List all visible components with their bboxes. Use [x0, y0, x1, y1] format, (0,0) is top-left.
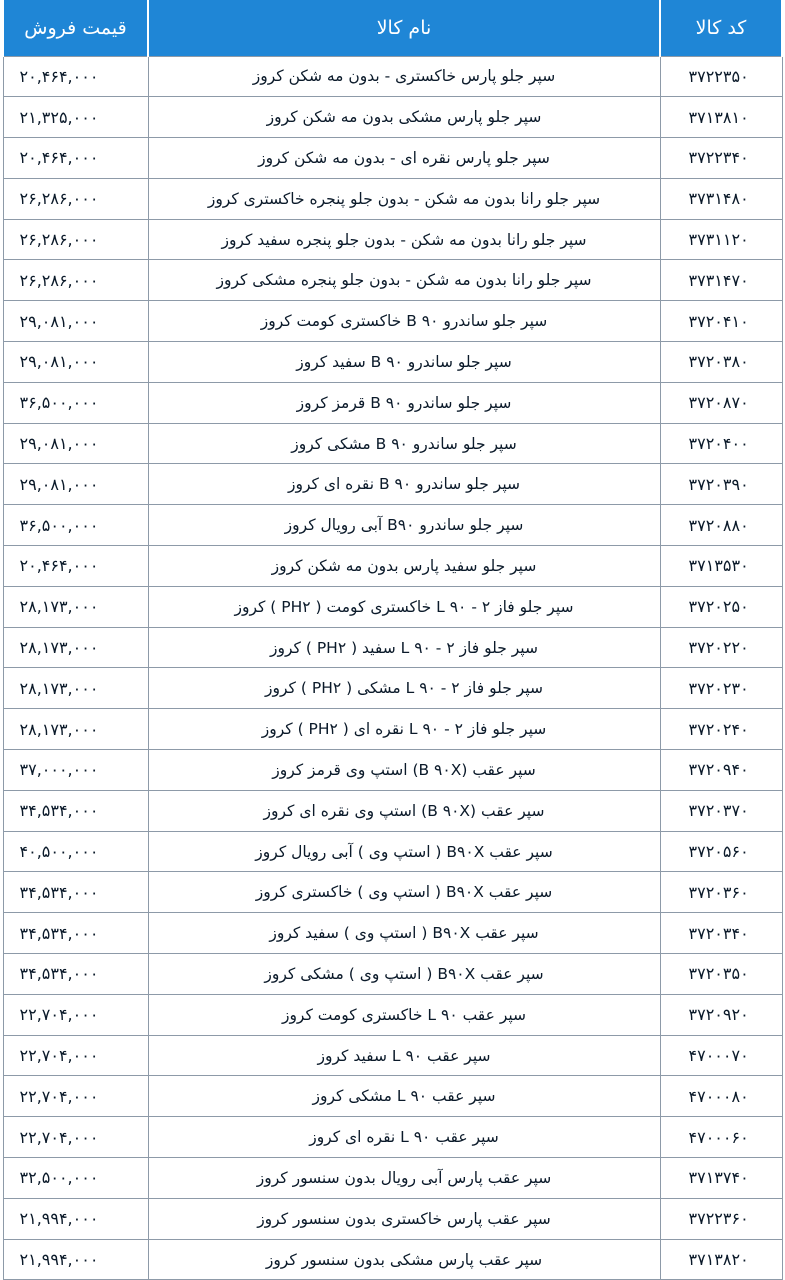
cell-name: سپر جلو پارس خاکستری - بدون مه شکن کروز: [148, 56, 660, 97]
cell-code: ۳۷۲۲۳۶۰: [660, 1198, 782, 1239]
cell-price: ۳۲,۵۰۰,۰۰۰: [3, 1158, 148, 1199]
cell-price: ۲۹,۰۸۱,۰۰۰: [3, 464, 148, 505]
table-row: [3, 464, 782, 505]
cell-price: ۴۰,۵۰۰,۰۰۰: [3, 831, 148, 872]
cell-price: ۲۰,۴۶۴,۰۰۰: [3, 138, 148, 179]
cell-name: سپر عقب B۹۰X ( استپ وی ) خاکستری کروز: [148, 872, 660, 913]
table-row: [3, 260, 782, 301]
cell-code: ۳۷۲۰۵۶۰: [660, 831, 782, 872]
table-row: [3, 301, 782, 342]
table-row: [3, 423, 782, 464]
cell-code: ۳۷۳۱۱۲۰: [660, 219, 782, 260]
cell-price: ۳۴,۵۳۴,۰۰۰: [3, 790, 148, 831]
table-row: [3, 1198, 782, 1239]
cell-price: ۲۹,۰۸۱,۰۰۰: [3, 423, 148, 464]
table-header: [3, 0, 782, 56]
cell-name: سپر عقب پارس آبی رویال بدون سنسور کروز: [148, 1158, 660, 1199]
cell-name: سپر جلو رانا بدون مه شکن - بدون جلو پنجره مشکی کروز: [148, 260, 660, 301]
cell-name: سپر عقب پارس مشکی بدون سنسور کروز: [148, 1239, 660, 1280]
cell-code: ۳۷۲۰۳۶۰: [660, 872, 782, 913]
cell-code: ۳۷۲۰۲۲۰: [660, 627, 782, 668]
cell-code: ۳۷۱۳۸۲۰: [660, 1239, 782, 1280]
cell-name: سپر جلو ساندرو B ۹۰ قرمز کروز: [148, 382, 660, 423]
cell-code: ۳۷۲۰۳۴۰: [660, 913, 782, 954]
cell-price: ۲۲,۷۰۴,۰۰۰: [3, 1076, 148, 1117]
cell-name: سپر جلو سفید پارس بدون مه شکن کروز: [148, 546, 660, 587]
cell-price: ۲۱,۹۹۴,۰۰۰: [3, 1198, 148, 1239]
cell-price: ۲۸,۱۷۳,۰۰۰: [3, 668, 148, 709]
cell-name: سپر عقب (B ۹۰X) استپ وی نقره ای کروز: [148, 790, 660, 831]
cell-name: سپر جلو ساندرو B ۹۰ مشکی کروز: [148, 423, 660, 464]
table-row: [3, 1158, 782, 1199]
cell-name: سپر جلو ساندرو B ۹۰ سفید کروز: [148, 342, 660, 383]
cell-price: ۲۲,۷۰۴,۰۰۰: [3, 1117, 148, 1158]
cell-code: ۳۷۲۰۳۸۰: [660, 342, 782, 383]
cell-name: سپر جلو ساندرو B ۹۰ نقره ای کروز: [148, 464, 660, 505]
cell-code: ۳۷۲۰۸۷۰: [660, 382, 782, 423]
cell-code: ۳۷۱۳۷۴۰: [660, 1158, 782, 1199]
cell-price: ۲۸,۱۷۳,۰۰۰: [3, 709, 148, 750]
cell-code: ۳۷۲۰۸۸۰: [660, 505, 782, 546]
table-row: [3, 1239, 782, 1280]
cell-name: سپر جلو پارس مشکی بدون مه شکن کروز: [148, 97, 660, 138]
cell-price: ۲۸,۱۷۳,۰۰۰: [3, 627, 148, 668]
table-row: [3, 750, 782, 791]
table-row: [3, 627, 782, 668]
table-row: [3, 831, 782, 872]
cell-code: ۳۷۲۰۳۹۰: [660, 464, 782, 505]
cell-name: سپر عقب ۹۰ L سفید کروز: [148, 1035, 660, 1076]
cell-code: ۳۷۳۱۴۸۰: [660, 178, 782, 219]
cell-code: ۳۷۲۰۳۷۰: [660, 790, 782, 831]
cell-code: ۳۷۲۰۳۵۰: [660, 954, 782, 995]
cell-name: سپر جلو رانا بدون مه شکن - بدون جلو پنجره سفید کروز: [148, 219, 660, 260]
cell-name: سپر عقب B۹۰X ( استپ وی ) آبی رویال کروز: [148, 831, 660, 872]
table-row: [3, 954, 782, 995]
cell-name: سپر عقب ۹۰ L مشکی کروز: [148, 1076, 660, 1117]
table-row: [3, 382, 782, 423]
cell-code: ۳۷۲۲۳۴۰: [660, 138, 782, 179]
table-row: [3, 586, 782, 627]
cell-code: ۳۷۲۰۲۵۰: [660, 586, 782, 627]
table-row: [3, 219, 782, 260]
cell-code: ۴۷۰۰۰۷۰: [660, 1035, 782, 1076]
cell-name: سپر جلو فاز ۲ - ۹۰ L خاکستری کومت ( PH۲ ) کروز: [148, 586, 660, 627]
cell-name: سپر عقب B۹۰X ( استپ وی ) مشکی کروز: [148, 954, 660, 995]
table-row: [3, 1035, 782, 1076]
cell-code: ۳۷۲۰۲۴۰: [660, 709, 782, 750]
table-row: [3, 138, 782, 179]
header-price: قیمت فروش: [3, 0, 148, 56]
cell-name: سپر جلو فاز ۲ - ۹۰ L نقره ای ( PH۲ ) کروز: [148, 709, 660, 750]
header-code: کد کالا: [660, 0, 782, 56]
cell-code: ۳۷۲۰۲۳۰: [660, 668, 782, 709]
table-row: [3, 790, 782, 831]
cell-name: سپر جلو ساندرو B ۹۰ خاکستری کومت کروز: [148, 301, 660, 342]
cell-name: سپر جلو ساندرو B۹۰ آبی رویال کروز: [148, 505, 660, 546]
table-row: [3, 1076, 782, 1117]
cell-code: ۳۷۲۲۳۵۰: [660, 56, 782, 97]
cell-price: ۲۱,۳۲۵,۰۰۰: [3, 97, 148, 138]
table-row: [3, 342, 782, 383]
table-row: [3, 505, 782, 546]
table-row: [3, 1117, 782, 1158]
cell-price: ۲۶,۲۸۶,۰۰۰: [3, 178, 148, 219]
table-row: [3, 709, 782, 750]
cell-name: سپر جلو رانا بدون مه شکن - بدون جلو پنجره خاکستری کروز: [148, 178, 660, 219]
table-row: [3, 872, 782, 913]
cell-name: سپر عقب ۹۰ L خاکستری کومت کروز: [148, 994, 660, 1035]
cell-code: ۳۷۱۳۸۱۰: [660, 97, 782, 138]
table-row: [3, 97, 782, 138]
cell-price: ۲۶,۲۸۶,۰۰۰: [3, 219, 148, 260]
table-body: [3, 56, 782, 1280]
table-row: [3, 668, 782, 709]
cell-price: ۲۹,۰۸۱,۰۰۰: [3, 301, 148, 342]
cell-name: سپر جلو فاز ۲ - ۹۰ L مشکی ( PH۲ ) کروز: [148, 668, 660, 709]
cell-code: ۳۷۳۱۴۷۰: [660, 260, 782, 301]
cell-price: ۲۲,۷۰۴,۰۰۰: [3, 1035, 148, 1076]
table-row: [3, 546, 782, 587]
price-table: [2, 0, 783, 1280]
cell-code: ۳۷۲۰۴۱۰: [660, 301, 782, 342]
header-name: نام کالا: [148, 0, 660, 56]
cell-name: سپر عقب پارس خاکستری بدون سنسور کروز: [148, 1198, 660, 1239]
cell-code: ۳۷۲۰۴۰۰: [660, 423, 782, 464]
cell-price: ۳۶,۵۰۰,۰۰۰: [3, 505, 148, 546]
cell-name: سپر جلو فاز ۲ - ۹۰ L سفید ( PH۲ ) کروز: [148, 627, 660, 668]
cell-price: ۲۹,۰۸۱,۰۰۰: [3, 342, 148, 383]
cell-price: ۳۴,۵۳۴,۰۰۰: [3, 913, 148, 954]
cell-price: ۲۰,۴۶۴,۰۰۰: [3, 546, 148, 587]
table-row: [3, 178, 782, 219]
cell-code: ۳۷۱۳۵۳۰: [660, 546, 782, 587]
cell-code: ۴۷۰۰۰۸۰: [660, 1076, 782, 1117]
cell-price: ۳۴,۵۳۴,۰۰۰: [3, 954, 148, 995]
cell-code: ۳۷۲۰۹۲۰: [660, 994, 782, 1035]
cell-code: ۴۷۰۰۰۶۰: [660, 1117, 782, 1158]
cell-code: ۳۷۲۰۹۴۰: [660, 750, 782, 791]
cell-name: سپر جلو پارس نقره ای - بدون مه شکن کروز: [148, 138, 660, 179]
cell-price: ۲۲,۷۰۴,۰۰۰: [3, 994, 148, 1035]
cell-name: سپر عقب (B ۹۰X) استپ وی قرمز کروز: [148, 750, 660, 791]
cell-price: ۲۰,۴۶۴,۰۰۰: [3, 56, 148, 97]
cell-price: ۲۶,۲۸۶,۰۰۰: [3, 260, 148, 301]
table-row: [3, 56, 782, 97]
cell-price: ۳۶,۵۰۰,۰۰۰: [3, 382, 148, 423]
header-row: [3, 0, 782, 56]
cell-price: ۲۱,۹۹۴,۰۰۰: [3, 1239, 148, 1280]
cell-price: ۳۴,۵۳۴,۰۰۰: [3, 872, 148, 913]
cell-name: سپر عقب ۹۰ L نقره ای کروز: [148, 1117, 660, 1158]
cell-price: ۳۷,۰۰۰,۰۰۰: [3, 750, 148, 791]
cell-price: ۲۸,۱۷۳,۰۰۰: [3, 586, 148, 627]
table-row: [3, 994, 782, 1035]
table-row: [3, 913, 782, 954]
cell-name: سپر عقب B۹۰X ( استپ وی ) سفید کروز: [148, 913, 660, 954]
